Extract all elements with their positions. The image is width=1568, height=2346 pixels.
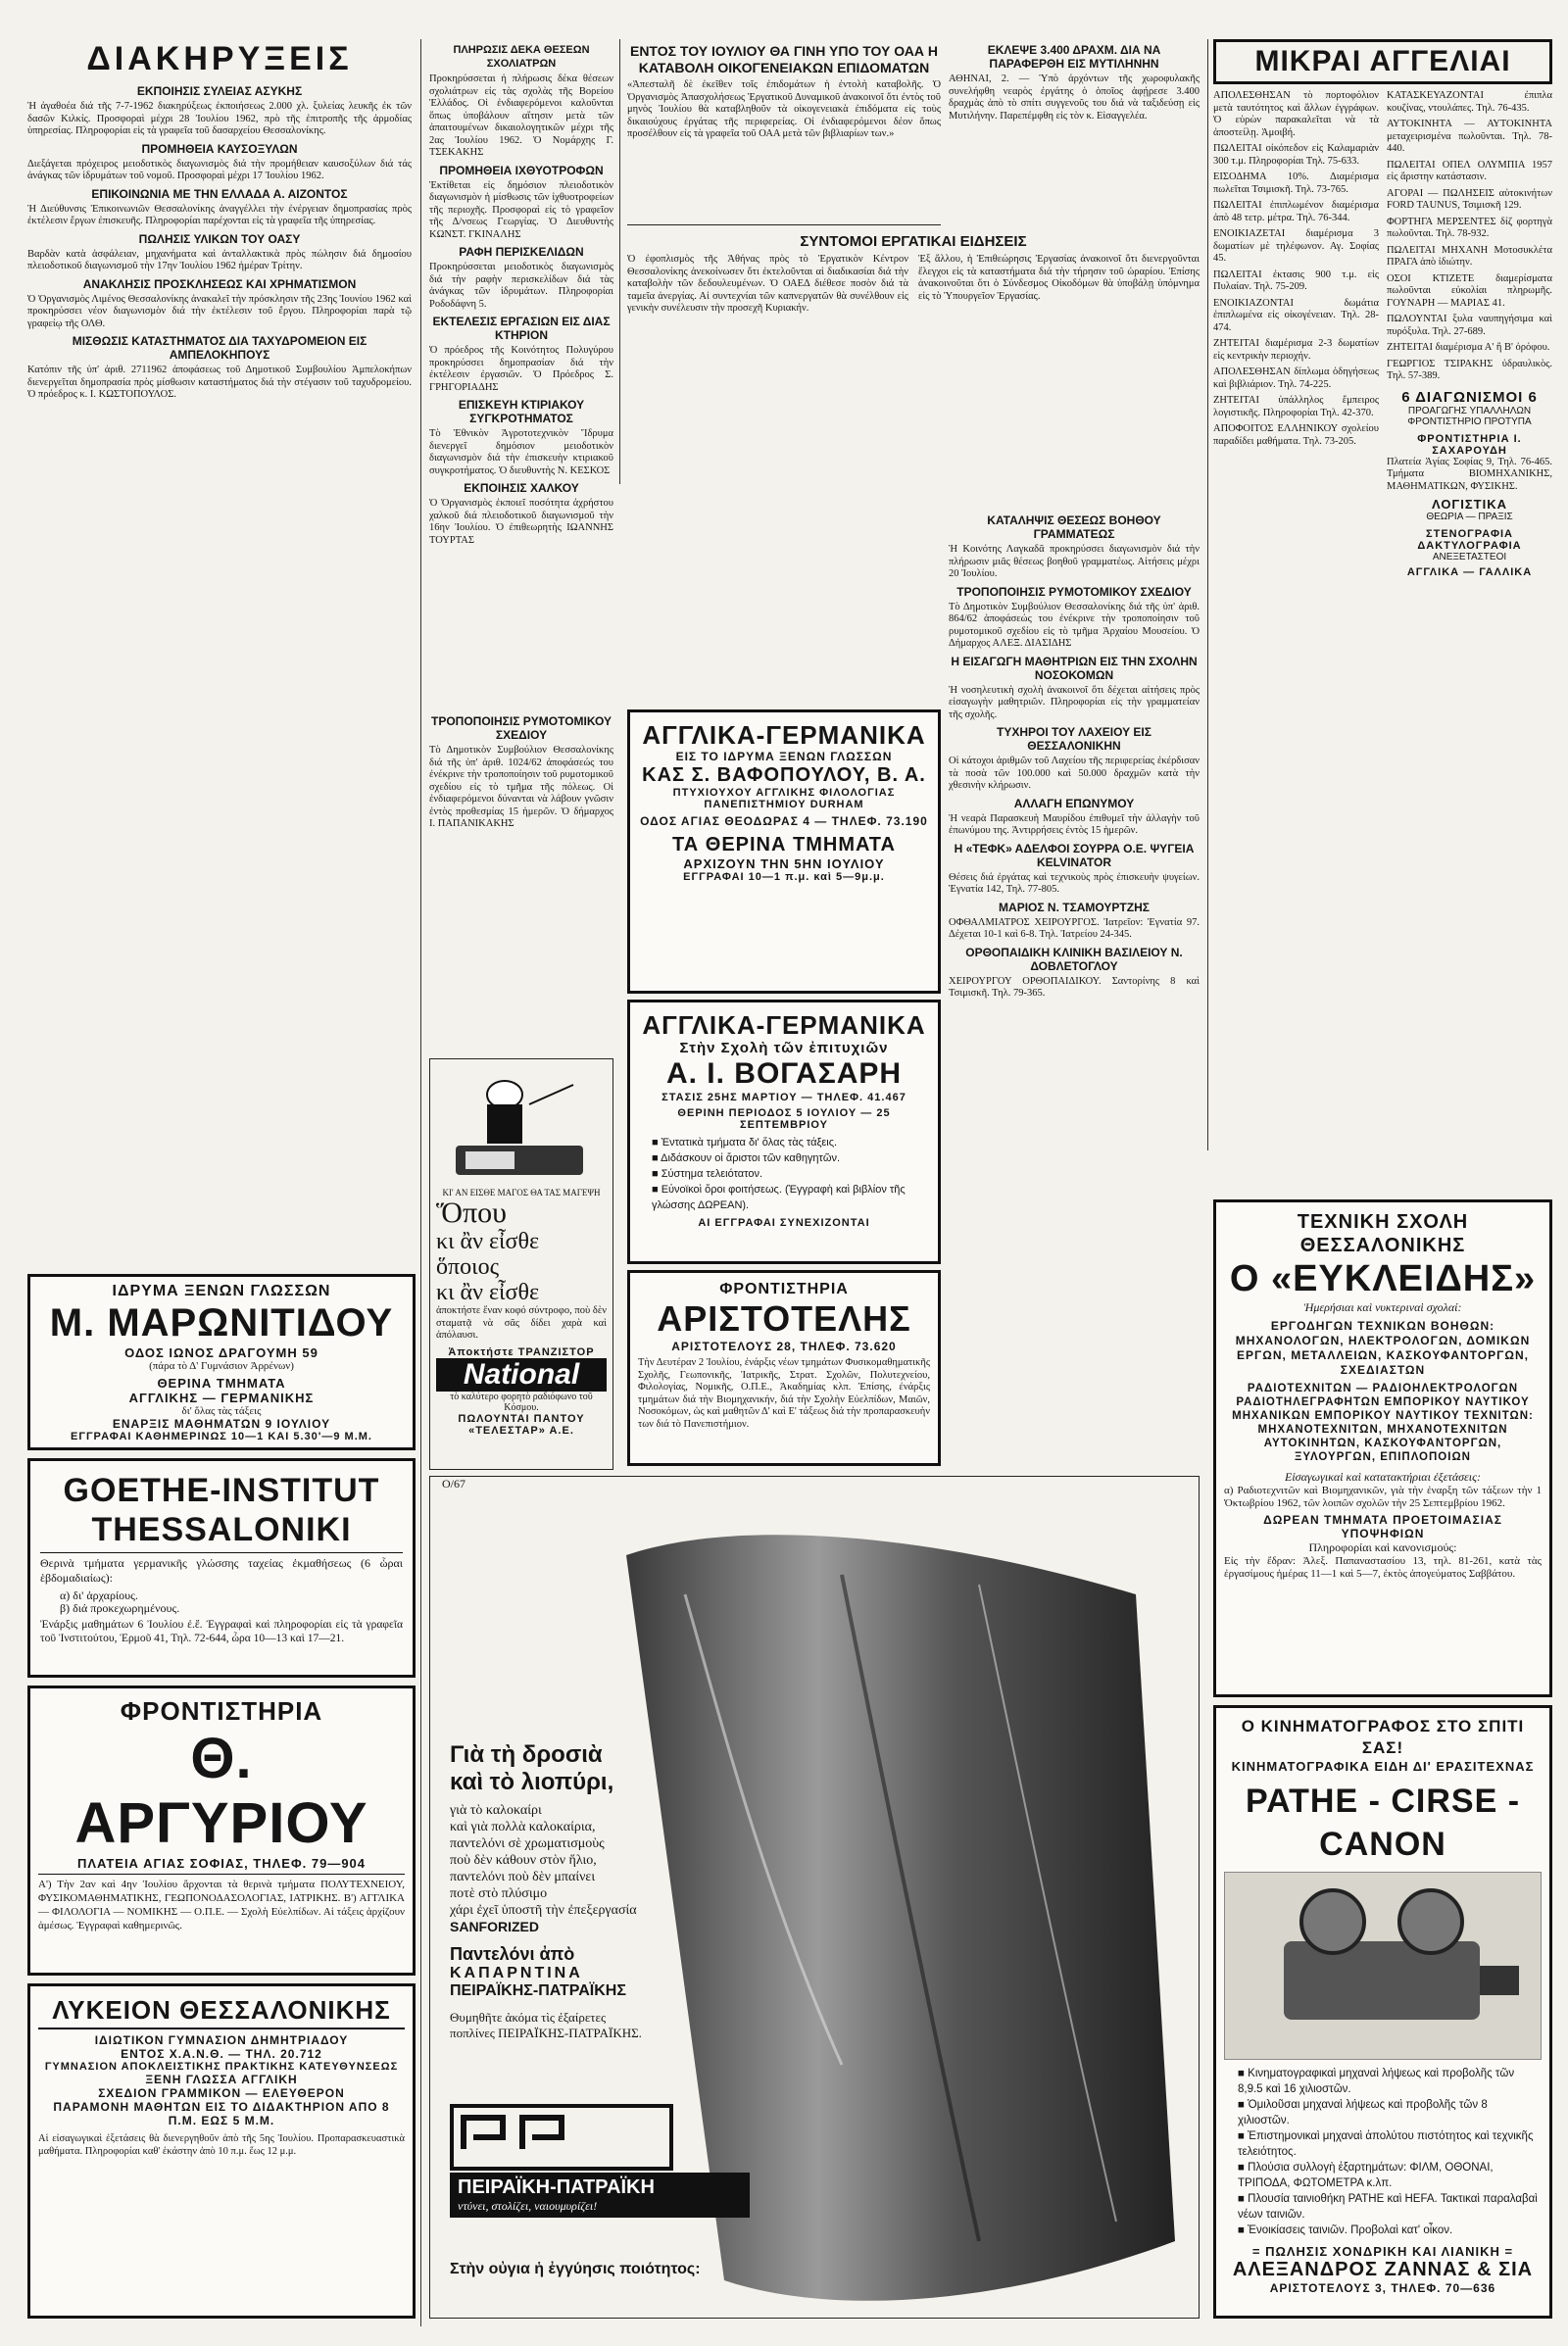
theft-story [949, 39, 1200, 225]
ad-line: ΞΕΝΗ ΓΛΩΣΣΑ ΑΓΓΛΙΚΗ [145, 2073, 298, 2086]
ad-line: ΠΤΥΧΙΟΥΧΟΥ ΑΓΓΛΙΚΗΣ ΦΙΛΟΛΟΓΙΑΣ [672, 787, 896, 799]
planning-notice [429, 710, 613, 1053]
projector-icon [1225, 1873, 1546, 2057]
notice-3 [27, 187, 412, 228]
ad-body: α) Ραδιοτεχνιτῶν καὶ Βιομηχανικῶν, γιὰ τὴν ἐναρξη τῶν τάξεων τὴν 1 Ὀκτωβρίου 1962, τῶν λοιπῶν σχολῶν τὴν 25 Σεπτεμβρίου 1962. [1224, 1485, 1542, 1509]
notice-body: Ἡ νεαρὰ Παρασκευὴ Μαυρίδου ἐπιθυμεῖ τὴν ἀλλαγὴν τοῦ ἐπωνύμου της. Ἀντιρρήσεις ἐντὸς 15 ἡμερῶν. [949, 812, 1200, 836]
ad-line: ΤΕΧΝΙΚΗ ΣΧΟΛΗ ΘΕΣΣΑΛΟΝΙΚΗΣ [1297, 1211, 1469, 1256]
classified-item: ΑΥΤΟΚΙΝΗΤΑ — ΑΥΤΟΚΙΝΗΤΑ μεταχειρισμένα πωλοῦνται. Τηλ. 78-440. [1387, 119, 1552, 154]
ad-line: ΙΔΙΩΤΙΚΟΝ ΓΥΜΝΑΣΙΟΝ ΔΗΜΗΤΡΙΑΔΟΥ [94, 2033, 349, 2047]
notices-column-2 [429, 39, 613, 706]
notice-head: ΠΩΛΗΣΙΣ ΥΛΙΚΩΝ ΤΟΥ ΟΑΣΥ [138, 231, 301, 246]
ad-line: ΕΓΓΡΑΦΑΙ ΚΑΘΗΜΕΡΙΝΩΣ 10—1 ΚΑΙ 5.30'—9 Μ.Μ. [71, 1431, 372, 1442]
notice-head: ΕΠΙΣΚΕΥΗ ΚΤΙΡΙΑΚΟΥ ΣΥΓΚΡΟΤΗΜΑΤΟΣ [458, 398, 585, 425]
ad-slogan: κι ἂν εἶσθε [436, 1280, 540, 1305]
notice-1 [27, 84, 412, 138]
ad-caption: ΚΙ' ΑΝ ΕΙΣΘΕ ΜΑΓΟΣ ΘΑ ΤΑΣ ΜΑΓΕΨΗ [442, 1188, 601, 1197]
ad-line: ΕΡΓΟΔΗΓΩΝ ΤΕΧΝΙΚΩΝ ΒΟΗΘΩΝ: ΜΗΧΑΝΟΛΟΓΩΝ, ΗΛΕΚΤΡΟΛΟΓΩΝ, ΔΟΜΙΚΩΝ ΕΡΓΩΝ, ΜΕΤΑΛΛΕΙΩΝ, ΚΑΣΚΟΥΦΑΝΤΟΡΓΩΝ, ΣΧΕΔΙΑΣΤΩΝ [1235, 1319, 1531, 1377]
classified-item: ΖΗΤΕΙΤΑΙ διαμέρισμα Α' ἢ Β' ὀρόφου. [1387, 342, 1550, 353]
ad-body: α) δι' ἀρχαρίους. [60, 1588, 138, 1602]
ad-line: = ΠΩΛΗΣΙΣ ΧΟΝΔΡΙΚΗ ΚΑΙ ΛΙΑΝΙΚΗ = [1251, 2244, 1514, 2259]
classified-item: ΖΗΤΕΙΤΑΙ διαμέρισμα 2-3 δωματίων εἰς κεντρικὴν περιοχήν. [1213, 338, 1379, 362]
ad-bullet: ■ Πλούσια συλλογὴ ἐξαρτημάτων: ΦΙΛΜ, ΟΘΟΝΑΙ, ΤΡΙΠΟΔΑ, ΦΩΤΟΜΕΤΡΑ κ.λπ. [1238, 2160, 1542, 2191]
ad-line: ΑΙ ΕΓΓΡΑΦΑΙ ΣΥΝΕΧΙΖΟΝΤΑΙ [698, 1217, 870, 1229]
notice-5 [27, 277, 412, 331]
ad-line: Ο ΚΙΝΗΜΑΤΟΓΡΑΦΟΣ ΣΤΟ ΣΠΙΤΙ ΣΑΣ! [1241, 1717, 1525, 1757]
classified-item: ΕΝΟΙΚΙΑΖΕΤΑΙ διαμέρισμα 3 δωματίων μὲ τηλέφωνον. Αγ. Σοφίας 45. [1213, 228, 1379, 264]
notice-head: ΤΡΟΠΟΠΟΙΗΣΙΣ ΡΥΜΟΤΟΜΙΚΟΥ ΣΧΕΔΙΟΥ [431, 714, 612, 742]
ad-body: χάρι ἐχεῖ ὑποστῆ τὴν ἐπεξεργασία [450, 1903, 637, 1918]
ad-line: ΔΩΡΕΑΝ ΤΜΗΜΑΤΑ ΠΡΟΕΤΟΙΜΑΣΙΑΣ ΥΠΟΨΗΦΙΩΝ [1263, 1513, 1502, 1540]
classified-item: ΑΓΟΡΑΙ — ΠΩΛΗΣΕΙΣ αὐτοκινήτων FORD TAUNUS, Τσιμισκῆ 129. [1387, 187, 1552, 211]
cinema-ad [1213, 1705, 1552, 2319]
classifieds-title: ΜΙΚΡΑΙ ΑΓΓΕΛΙΑΙ [1213, 39, 1552, 84]
ad-line: ΦΡΟΝΤΙΣΤΗΡΙΑ [719, 1281, 849, 1297]
notice-body: Ἡ ἀγαθοέα διά τῆς 7-7-1962 διακηρύξεως ἐκποιήσεως 2.000 χλ. ξυλείας λευκῆς ἐκ τῶν δασῶν Κιλκίς. Προσφοραὶ μέχρι 28 Ἰουλίου 1962, πρὸ τῆς ἐπιτροπῆς τῆς ἀρμοδίας ὑπηρεσίας. Πληροφορίαι εἰς τὰ γραφεῖα τοῦ δασαρχείου Θεσσαλονίκης. [27, 101, 412, 136]
notice-head: ΟΡΘΟΠΑΙΔΙΚΗ ΚΛΙΝΙΚΗ ΒΑΣΙΛΕΙΟΥ Ν. ΔΟΒΛΕΤΟΓΛΟΥ [965, 945, 1183, 973]
ad-line: Ἀποκτήστε ΤΡΑΝΖΙΣΤΟΡ [448, 1345, 595, 1358]
ad-line: ΚΙΝΗΜΑΤΟΓΡΑΦΙΚΑ ΕΙΔΗ ΔΙ' ΕΡΑΣΙΤΕΧΝΑΣ [1231, 1759, 1535, 1774]
ad-product: ΠΕΙΡΑΪΚΗΣ-ΠΑΤΡΑΪΚΗΣ [450, 1982, 626, 1999]
ad-line: «ΤΕΛΕΣΤΑΡ» Α.Ε. [468, 1424, 574, 1437]
notice-body: ΧΕΙΡΟΥΡΓΟΥ ΟΡΘΟΠΑΙΔΙΚΟΥ. Σαντορίνης 8 καὶ Τσιμισκῆ. Τηλ. 79-365. [949, 975, 1200, 999]
notice-body: Βαρδὰν κατὰ ἀσφάλειαν, μηχανήματα καὶ ἀνταλλακτικὰ πρὸς πώλησιν διά δημοσίου πλειοδοτικοῦ διαγωνισμοῦ τὴν 17ην Ἰουλίου 1962 ἡμέραν Τρίτην. [27, 248, 412, 271]
ad-line: ΕΝΑΡΞΙΣ ΜΑΘΗΜΑΤΩΝ 9 ΙΟΥΛΙΟΥ [112, 1417, 331, 1431]
classifieds [1213, 39, 1552, 1192]
ad-line: ΑΛΕΞΑΝΔΡΟΣ ΖΑΝΝΑΣ & ΣΙΑ [1232, 2259, 1534, 2280]
ad-body: ποπλίνες ΠΕΙΡΑΪΚΗΣ-ΠΑΤΡΑΪΚΗΣ. [450, 2026, 642, 2040]
vogasari-ad [627, 1000, 941, 1264]
ad-product: Παντελόνι ἀπὸ [450, 1944, 575, 1964]
ad-slogan: Ὅπου [436, 1197, 507, 1229]
tutor-head: ΦΡΟΝΤΙΣΤΗΡΙΑ Ι. ΣΑΧΑΡΟΥΔΗ [1417, 432, 1522, 457]
exams-head: 6 ΔΙΑΓΩΝΙΣΜΟΙ 6 [1401, 388, 1538, 406]
ad-body: γιὰ τὸ καλοκαίρι [450, 1803, 542, 1818]
ad-name: Α. Ι. ΒΟΓΑΣΑΡΗ [665, 1057, 903, 1090]
pp-logo-text: ΠΕΙΡΑΪΚΗ-ΠΑΤΡΑΪΚΗ [458, 2176, 655, 2198]
ad-slogan: ὅποιος [436, 1254, 500, 1280]
story-body: ΑΘΗΝΑΙ, 2. — Ὑπὸ ἀρχόντων τῆς χωροφυλακῆς συνελήφθη νεαρὸς ἐργάτης ὁ ὁποῖος ἀφῄρεσε 3.400 δραχμὰς ἀπὸ τὸ σπίτι συγγενοῦς του διά νὰ ταξιδεύσῃ εἰς Μυτιλήνην. Παρεπέμφθη εἰς τὸν κ. Εἰσαγγελέα. [949, 73, 1200, 122]
tutor-body: Πλατεία Ἁγίας Σοφίας 9, Τηλ. 76-465. Τμήματα ΒΙΟΜΗΧΑΝΙΚΗΣ, ΜΑΘΗΜΑΤΙΚΩΝ, ΦΥΣΙΚΗΣ. [1387, 456, 1552, 492]
languages-head: ΑΓΓΛΙΚΑ — ΓΑΛΛΙΚΑ [1406, 566, 1533, 578]
ad-slogan: κι ἂν εἶσθε [436, 1229, 540, 1254]
notice-body: Διεξάγεται πρόχειρος μειοδοτικὸς διαγωνισμὸς διά τὴν προμήθειαν καυσοξύλων διά τάς ἀνάγκας τῶν ἱδρυμάτων τοῦ νομοῦ. Προσφοραὶ μέχρι 17 Ἰουλίου 1962. [27, 158, 412, 181]
ad-line: ΓΥΜΝΑΣΙΟΝ ΑΠΟΚΛΕΙΣΤΙΚΗΣ ΠΡΑΚΤΙΚΗΣ ΚΑΤΕΥΘΥΝΣΕΩΣ [44, 2061, 399, 2073]
ad-bullet: ■ Ἐνοικίασεις ταινιῶν. Προβολαὶ κατ' οἶκον. [1238, 2223, 1542, 2238]
exams-sub: ΠΡΟΑΓΩΓΗΣ ΥΠΑΛΛΗΛΩΝ ΦΡΟΝΤΙΣΤΗΡΙΟ ΠΡΟΤΥΠΑ [1407, 405, 1532, 427]
notice-head: Η «ΤΕΦΚ» ΑΔΕΛΦΟΙ ΣΟΥΡΡΑ Ο.Ε. ΨΥΓΕΙΑ KELVINATOR [954, 841, 1195, 869]
ad-address: Εἰς τὴν ἔδραν: Ἀλεξ. Παπαναστασίου 13, τηλ. 81-261, κατὰ τὰς ἐργασίμους ἡμέρας 11—1 καὶ 5—7, ἐκτὸς ἀπογεύματος Σαββάτου. [1224, 1555, 1542, 1580]
notice-head: ΑΛΛΑΓΗ ΕΠΩΝΥΜΟΥ [1013, 796, 1135, 810]
notice-head: ΡΑΦΗ ΠΕΡΙΣΚΕΛΙΔΩΝ [459, 245, 584, 259]
ad-body: SANFORIZED [450, 1919, 539, 1934]
notice-body: Οἱ κάτοχοι ἀριθμῶν τοῦ Λαχείου τῆς περιφερείας ἐκέρδισαν τὰ ποσὰ τῶν 100.000 καὶ 50.000 δραχμῶν κατὰ τὴν χθεσινὴν κλήρωσιν. [949, 756, 1200, 791]
ad-line: Εἰσαγωγικαὶ καὶ κατατακτήριαι ἐξετάσεις: [1285, 1470, 1481, 1484]
notice-body: Ὁ Ὀργανισμὸς Λιμένος Θεσσαλονίκης ἀνακαλεῖ τὴν πρόσκλησιν τῆς 23ης Ἰουνίου 1962 καὶ προκηρύσσει νέον διαγωνισμὸν διά τὴν ἐκτέλεσιν τοῦ ἔργου. Πληροφορίαι παρὰ τῷ γραφείῳ τῆς ΟΛΘ. [27, 293, 412, 329]
typing-head: ΣΤΕΝΟΓΡΑΦΙΑ ΔΑΚΤΥΛΟΓΡΑΦΙΑ [1417, 528, 1522, 552]
ad-line: ΠΑΡΑΜΟΝΗ ΜΑΘΗΤΩΝ ΕΙΣ ΤΟ ΔΙΔΑΚΤΗΡΙΟΝ ΑΠΟ 8 Π.Μ. ΕΩΣ 5 Μ.Μ. [53, 2100, 390, 2127]
notice-body: Προκηρύσσεται μειοδοτικὸς διαγωνισμὸς διά τὴν ραφὴν περισκελίδων διά τὰς ἀνάγκας τῶν ἱδρυμάτων. Πληροφορίαι Ροδοδάφνη 5. [429, 262, 613, 310]
ad-product: ΚΑΠΑΡΝΤΙΝΑ [450, 1965, 583, 1981]
pants-ad-copy [450, 1741, 724, 2041]
lykeion-ad [27, 1983, 416, 2319]
notice-head: ΑΝΑΚΛΗΣΙΣ ΠΡΟΣΚΛΗΣΕΩΣ ΚΑΙ ΧΡΗΜΑΤΙΣΜΟΝ [82, 276, 357, 291]
ad-name: PATHE - CIRSE - CANON [1245, 1783, 1521, 1863]
ad-body: β) διά προκεχωρημένους. [60, 1600, 180, 1615]
notice-6 [27, 334, 412, 402]
ad-bullet: ■ Σύστημα τελειότατον. [652, 1166, 930, 1182]
pp-logo-mark [450, 2104, 673, 2171]
ad-line: ΘΕΡΙΝΑ ΤΜΗΜΑΤΑ [157, 1376, 286, 1391]
marounitidou-ad [27, 1274, 416, 1450]
pp-logo-slogan: ντύνει, στολίζει, ναιουμυρίζει! [458, 2199, 598, 2213]
ad-address: ΟΔΟΣ ΙΩΝΟΣ ΔΡΑΓΟΥΜΗ 59 [124, 1345, 318, 1360]
ad-name: Θ. ΑΡΓΥΡΙΟΥ [74, 1727, 368, 1855]
classified-item: ΠΩΛΕΙΤΑΙ οἰκόπεδον εἰς Καλαμαριὰν 300 τ.μ. Πληροφορίαι Τηλ. 75-633. [1213, 143, 1379, 167]
ad-line: ΘΕΡΙΝΗ ΠΕΡΙΟΔΟΣ 5 ΙΟΥΛΙΟΥ — 25 ΣΕΠΤΕΜΒΡΙΟΥ [677, 1107, 891, 1131]
ad-bullet: ■ Ἐπιστημονικαὶ μηχαναὶ ἀπολύτου πιστότητος καὶ τεχνικῆς τελειότητος. [1238, 2128, 1542, 2160]
classified-item: ΕΝΟΙΚΙΑΖΟΝΤΑΙ δωμάτια ἐπιπλωμένα εἰς οἰκογένειαν. Τηλ. 28-474. [1213, 297, 1379, 333]
national-brand: National [436, 1358, 607, 1392]
ad-line: ΑΡΧΙΖΟΥΝ ΤΗΝ 5ΗΝ ΙΟΥΛΙΟΥ [683, 856, 885, 871]
goethe-ad [27, 1458, 416, 1678]
notice-head: ΕΚΤΕΛΕΣΙΣ ΕΡΓΑΣΙΩΝ ΕΙΣ ΔΙΑΣ ΚΤΗΡΙΟΝ [432, 315, 611, 342]
classified-item: ΠΩΛΕΙΤΑΙ ΟΠΕΛ ΟΛΥΜΠΙΑ 1957 εἰς ἄριστην κατάστασιν. [1387, 159, 1552, 182]
ad-address: ΠΛΑΤΕΙΑ ΑΓΙΑΣ ΣΟΦΙΑΣ, ΤΗΛΕΦ. 79—904 [76, 1856, 367, 1871]
classified-item: ΕΙΣΟΔΗΜΑ 10%. Διαμέρισμα πωλεῖται Τσιμισκῆ. Τηλ. 73-765. [1213, 171, 1379, 195]
ad-body: ἀποκτήστε ἕναν κοφό σύντροφο, ποὺ δὲν σταματᾷ νὰ σᾶς δίδει χαρὰ καὶ ἀπόλαυσι. [436, 1305, 607, 1341]
notice-head: ΕΠΙΚΟΙΝΩΝΙΑ ΜΕ ΤΗΝ ΕΛΛΑΔΑ Α. ΑΙΖΟΝΤΟΣ [91, 186, 348, 201]
notice-body: Κατόπιν τῆς ὑπ' ἀριθ. 2711962 ἀποφάσεως τοῦ Δημοτικοῦ Συμβουλίου Ἀμπελοκήπων διενεργεῖται δημοπρασία πρὸς μίσθωσιν καταστήματος διά τὴν στέγασιν τοῦ ταχυδρομείου. Ὁ πρόεδρος κ. Ι. ΚΩΣΤΟΠΟΥΛΟΣ. [27, 365, 412, 400]
ad-body: Θερινὰ τμήματα γερμανικῆς γλώσσης ταχείας ἐκμαθήσεως (6 ὧραι ἑβδομαδιαίως): [40, 1556, 403, 1585]
ad-line: Πληροφορίαι καὶ κανονισμούς: [1308, 1540, 1457, 1554]
notice-body: ΟΦΘΑΛΜΙΑΤΡΟΣ ΧΕΙΡΟΥΡΓΟΣ. Ἰατρεῖον: Ἐγνατία 97. Δέχεται 10-1 καὶ 6-8. Τηλ. Ἰατρείου 24-345. [949, 916, 1200, 940]
notice-body: Προκηρύσσεται ἡ πλήρωσις δέκα θέσεων σχολιάτρων εἰς τὰς σχολὰς τῆς Βορείου Ἑλλάδος. Οἱ ἐνδιαφερόμενοι καλοῦνται ὅπως ὑποβάλουν αἴτησιν μετὰ τῶν ἀπαιτουμένων δικαιολογητικῶν μέχρι τῆς 2ας Ἰουλίου 1962. Ὁ Νομάρχης Γ. ΤΣΕΚΑΚΗΣ [429, 73, 613, 158]
notice-head: ΠΡΟΜΗΘΕΙΑ ΙΧΘΥΟΤΡΟΦΩΝ [439, 163, 604, 177]
story-body: «Ἀπεσταλῆ δὲ ἐκεῖθεν τοῖς ἐπιδομάτων ἡ ἐντολὴ καταβολῆς. Ὁ Ὀργανισμὸς Ἀπασχολήσεως Ἐργατικοῦ Δυναμικοῦ ἀνακοινοῖ ὅτι ἐντὸς τοῦ μηνὸς Ἰουλίου θὰ καταβληθοῦν τὰ οἰκογενειακὰ ἐπιδόματα εἰς τοὺς δικαιούχους ἐργάτας τῆς περιφερείας. Οἱ ἐνδιαφερόμενοι δέον ὅπως προσέλθουν εἰς τὰ γραφεῖα τοῦ ΟΑΑ μετὰ τῶν βιβλιαρίων των.» [627, 79, 941, 139]
ad-name: THESSALONIKI [91, 1511, 352, 1548]
labour-news-left: Ὁ ἐφοπλισμὸς τῆς Ἀθήνας πρὸς τὸ Ἐργατικὸν Κέντρον Θεσσαλονίκης ἀνεκοίνωσεν ὅτι ἐκτελοῦνται αἱ διαδικασίαι διά τὴν καταβολὴν τῶν δεδουλευμένων. Ὁ ΟΑΕΔ διέθεσε ποσὸν διά τὰ ταμεῖα ἀνεργίας. Αἱ συντεχνίαι τῶν καπνεργατῶν θὰ συνέλθουν εἰς γενικὴν συνέλευσιν τὴν προσεχῆ Κυριακήν. [627, 254, 908, 314]
classified-item: ΠΩΛΕΙΤΑΙ ἐπιπλωμένον διαμέρισμα ἀπὸ 48 τετρ. μέτρα. Τηλ. 76-344. [1213, 200, 1379, 223]
ad-name: ΛΥΚΕΙΟΝ ΘΕΣΣΑΛΟΝΙΚΗΣ [38, 1994, 405, 2029]
ad-name: Μ. ΜΑΡΩΝΙΤΙΔΟΥ [49, 1301, 394, 1344]
announcements-title: ΔΙΑΚΗΡΥΞΕΙΣ [86, 40, 353, 77]
ad-address: ΑΡΙΣΤΟΤΕΛΟΥΣ 28, ΤΗΛΕΦ. 73.620 [671, 1340, 897, 1353]
labour-news-head: ΣΥΝΤΟΜΟΙ ΕΡΓΑΤΙΚΑΙ ΕΙΔΗΣΕΙΣ [800, 233, 1027, 250]
classified-item: ΚΑΤΑΣΚΕΥΑΖΟΝΤΑΙ ἐπιπλα κουζίνας, ντουλάπες. Τηλ. 76-435. [1387, 90, 1552, 114]
ad-body: ποτὲ στὸ πλύσιμο [450, 1886, 548, 1901]
ad-body: παντελόνι σὲ χρωματισμοὺς [450, 1836, 605, 1851]
ad-name: GOETHE-INSTITUT [63, 1472, 380, 1509]
ad-bullet: ■ Διδάσκουν οἱ ἄριστοι τῶν καθηγητῶν. [652, 1150, 930, 1166]
notice-body: Ἡ Διεύθυνσις Ἐπικοινωνιῶν Θεσσαλονίκης ἀναγγέλλει τὴν ἐνέργειαν δημοπρασίας πρὸς ἐκτέλεσιν ἔργων ἐπισκευῆς. Πληροφορίαι παρέχονται εἰς τὰ γραφεῖα τῆς ὑπηρεσίας. [27, 203, 412, 226]
notice-head: ΜΑΡΙΟΣ Ν. ΤΣΑΜΟΥΡΤΖΗΣ [999, 900, 1150, 914]
ad-bullet: ■ Πλουσία ταινιοθήκη PATHE καὶ HEFA. Τακτικαὶ παραλαβαὶ νέων ταινιῶν. [1238, 2191, 1542, 2223]
column-rule [420, 39, 421, 2326]
ad-bullet: ■ Ἐντατικὰ τμήματα δι' ὅλας τὰς τάξεις. [652, 1135, 930, 1150]
ad-line: Στὴν Σχολὴ τῶν ἐπιτυχιῶν [679, 1040, 889, 1056]
ad-line: ΕΙΣ ΤΟ ΙΔΡΥΜΑ ΞΕΝΩΝ ΓΛΩΣΣΩΝ [675, 750, 893, 763]
ad-tag: Ο/67 [442, 1477, 466, 1491]
ad-name: ΑΡΙΣΤΟΤΕΛΗΣ [657, 1298, 911, 1339]
notice-head: ΠΡΟΜΗΘΕΙΑ ΚΑΥΣΟΞΥΛΩΝ [141, 141, 298, 156]
ad-footer: Στὴν οὐγια ἡ ἐγγύησις ποιότητος: [450, 2261, 701, 2277]
story-headline: ΕΝΤΟΣ ΤΟΥ ΙΟΥΛΙΟΥ ΘΑ ΓΙΝΗ ΥΠΟ ΤΟΥ ΟΑΑ Η ΚΑΤΑΒΟΛΗ ΟΙΚΟΓΕΝΕΙΑΚΩΝ ΕΠΙΔΟΜΑΤΩΝ [629, 43, 939, 75]
classified-item: ΠΩΛΟΥΝΤΑΙ ξυλα ναυπηγήσιμα καὶ πυρόξυλα. Τηλ. 27-689. [1387, 314, 1552, 337]
classified-item: ΖΗΤΕΙΤΑΙ ὑπάλληλος ἔμπειρος λογιστικῆς. Πληροφορίαι Τηλ. 42-370. [1213, 395, 1379, 418]
classified-item: ΑΠΟΦΟΙΤΟΣ ΕΛΛΗΝΙΚΟΥ σχολείου παραδίδει μαθήματα. Τηλ. 73-205. [1213, 423, 1379, 447]
notice-body: Ὁ πρόεδρος τῆς Κοινότητος Πολυγύρου προκηρύσσει δημοπρασίαν διά τὴν ἐκτέλεσιν ἐργασιῶν. Ὁ Πρόεδρος Σ. ΓΡΗΓΟΡΙΑΔΗΣ [429, 345, 613, 393]
classified-item: ΓΕΩΡΓΙΟΣ ΤΣΙΡΑΚΗΣ ὑδραυλικὸς. Τηλ. 57-389. [1387, 358, 1552, 381]
ad-body: Α') Τὴν 2αν καὶ 4ην Ἰουλίου ἄρχονται τὰ θερινὰ τμήματα ΠΟΛΥΤΕΧΝΕΙΟΥ, ΦΥΣΙΚΟΜΑΘΗΜΑΤΙΚΗΣ, ΓΕΩΠΟΝΟΔΑΣΟΛΟΓΙΑΣ, ΙΑΤΡΙΚΗΣ. Β') ΑΓΓΛΙΚΑ — ΦΙΛΟΛΟΓΙΑ — ΝΟΜΙΚΗΣ — Ο.Π.Ε. — Σχολὴ Εὐελπίδων. Αἱ τάξεις ἀρχίζουν ἀμέσως. Ἐγγραφαὶ καθημερινῶς. [38, 1879, 405, 1931]
pp-logo-icon [454, 2108, 662, 2159]
ad-line: ΙΔΡΥΜΑ ΞΕΝΩΝ ΓΛΩΣΣΩΝ [112, 1283, 331, 1299]
notices-column-5 [949, 510, 1200, 1470]
notice-head: Η ΕΙΣΑΓΩΓΗ ΜΑΘΗΤΡΙΩΝ ΕΙΣ ΤΗΝ ΣΧΟΛΗΝ ΝΟΣΟΚΟΜΩΝ [951, 654, 1198, 682]
notice-body: Τὸ Δημοτικὸν Συμβούλιον Θεσσαλονίκης διά τῆς ὑπ' ἀριθ. 864/62 ἀποφάσεώς του ἐνέκρινε τὴν τροποποίησιν τοῦ ρυμοτομικοῦ σχεδίου εἰς τὸ τμῆμα Ἀρχαίου Μουσείου. Ὁ Δήμαρχος ΑΛΕΞ. ΔΙΑΣΙΔΗΣ [949, 601, 1200, 649]
classified-item: ΦΟΡΤΗΓΑ ΜΕΡΣΕΝΤΕΣ δίζ φορτηγὰ πωλοῦνται. Τηλ. 78-932. [1387, 216, 1552, 239]
benefits-story [627, 39, 941, 225]
ad-address: ΟΔΟΣ ΑΓΙΑΣ ΘΕΟΔΩΡΑΣ 4 — ΤΗΛΕΦ. 73.190 [640, 814, 928, 828]
notice-body: Ὁ Ὀργανισμὸς ἐκποιεῖ ποσότητα ἀχρήστου χαλκοῦ διά πλειοδοτικοῦ διαγωνισμοῦ τὴν 16ην Ἰουλίου. Ὁ ἐπιθεωρητὴς ΙΩΑΝΝΗΣ ΤΟΥΡΤΑΣ [429, 498, 613, 546]
notice-2 [27, 142, 412, 183]
column-rule [1207, 39, 1208, 1150]
pants-ad [429, 1476, 1200, 2319]
ad-body: Αἱ εἰσαγωγικαὶ ἐξετάσεις θὰ διενεργηθοῦν ἀπὸ τῆς 5ης Ἰουλίου. Προπαρασκευαστικὰ μαθήματα. Πληροφορίαι καθ' ἑκάστην ἀπὸ 10 π.μ. ἕως 12 μ.μ. [38, 2133, 405, 2157]
ad-body: Ἐνάρξις μαθημάτων 6 Ἰουλίου ἐ.ἔ. Ἐγγραφαὶ καὶ πληροφορίαι εἰς τὰ γραφεῖα τοῦ Ἰνστιτούτου, Ἑρμοῦ 41, Τηλ. 72-644, ὧρα 10—13 καὶ 17—21. [40, 1619, 403, 1644]
ad-bullet: ■ Εὐνοϊκοὶ ὅροι φοιτήσεως. (Ἐγγραφὴ καὶ βιβλίον τῆς γλώσσης ΔΩΡΕΑΝ). [652, 1182, 930, 1213]
ad-line: δι' ὅλας τὰς τάξεις [181, 1405, 262, 1417]
classified-item: ΑΠΟΛΕΣΘΗΣΑΝ τὸ πορτοφόλιον μετὰ ταυτότητος καὶ ἄλλων ἐγγράφων. Ὁ εὑρὼν παρακαλεῖται νὰ τὰ ἀποστείλῃ. Ἀμοιβή. [1213, 90, 1379, 138]
ad-line: ΕΝΤΟΣ Χ.Α.Ν.Θ. — ΤΗΛ. 20.712 [121, 2047, 322, 2061]
ad-bullet: ■ Ὁμιλοῦσαι μηχαναὶ λήψεως καὶ προβολῆς τῶν 8 χιλιοστῶν. [1238, 2097, 1542, 2128]
ad-body: καὶ γιὰ πολλὰ καλοκαίρια, [450, 1820, 596, 1834]
ad-line: ΕΓΓΡΑΦΑΙ 10—1 π.μ. καὶ 5—9μ.μ. [683, 871, 885, 883]
classified-item: ΠΩΛΕΙΤΑΙ ΜΗΧΑΝΗ Μοτοσυκλέτα ΠΡΑΓΑ ἀπὸ ἰδιώτην. [1387, 244, 1552, 268]
notice-head: ΚΑΤΑΛΗΨΙΣ ΘΕΣΕΩΣ ΒΟΗΘΟΥ ΓΡΑΜΜΑΤΕΩΣ [987, 513, 1161, 541]
classifieds-right [1387, 90, 1552, 578]
notice-body: Τὸ Ἐθνικὸν Ἀγροτοτεχνικὸν Ἵδρυμα διενεργεῖ δημόσιον μειοδοτικὸν διαγωνισμὸν διά τὴν ἐπισκευὴν κτιριακοῦ συγκροτήματος. Ὁ διευθυντὴς Ν. ΚΕΣΚΟΣ [429, 428, 613, 476]
notice-body: Ἡ Κοινότης Λαγκαδᾶ προκηρύσσει διαγωνισμὸν διά τὴν πλήρωσιν μιᾶς θέσεως βοηθοῦ γραμματέως. Αἰτήσεις μέχρι 20 Ἰουλίου. [949, 544, 1200, 579]
vafopoulou-ad [627, 709, 941, 994]
typing-sub: ΑΝΕΞΕΤΑΣΤΕΟΙ [1432, 552, 1507, 562]
ad-line: ΦΡΟΝΤΙΣΤΗΡΙΑ [120, 1696, 323, 1726]
ad-line: ΑΓΓΛΙΚΗΣ — ΓΕΡΜΑΝΙΚΗΣ [128, 1391, 315, 1405]
ad-name: ΑΓΓΛΙΚΑ-ΓΕΡΜΑΝΙΚΑ [642, 720, 926, 750]
argyriou-ad [27, 1686, 416, 1976]
story-headline: ΕΚΛΕΨΕ 3.400 ΔΡΑΧΜ. ΔΙΑ ΝΑ ΠΑΡΑΦΕΡΘΗ ΕΙΣ ΜΥΤΙΛΗΝΗΝ [987, 43, 1161, 71]
ad-line: ΠΩΛΟΥΝΤΑΙ ΠΑΝΤΟΥ [458, 1412, 585, 1425]
eukleidis-ad [1213, 1199, 1552, 1697]
classifieds-left [1213, 90, 1379, 578]
labour-news-right: Ἐξ ἄλλου, ἡ Ἐπιθεώρησις Ἐργασίας ἀνακοινοῖ ὅτι διενεργοῦνται ἔλεγχοι εἰς τὰ καταστήματα διά τὴν τήρησιν τοῦ ὡραρίου. Ἐπίσης ἀνακοινοῦται ὅτι ὁ Σύνδεσμος Οἰκοδόμων θὰ ὑποβάλῃ ὑπόμνημα εἰς τὸ Ὑπουργεῖον Ἐργασίας. [918, 254, 1200, 302]
notice-body: Θέσεις διά ἐργάτας καὶ τεχνικοὺς πρὸς ἐπισκευὴν ψυγείων. Ἐγνατία 142, Τηλ. 77-805. [949, 871, 1200, 895]
ad-name: ΑΓΓΛΙΚΑ-ΓΕΡΜΑΝΙΚΑ [642, 1010, 926, 1040]
notice-head: ΕΚΠΟΙΗΣΙΣ ΣΥΛΕΙΑΣ ΑΣΥΚΗΣ [136, 84, 303, 98]
notice-head: ΤΡΟΠΟΠΟΙΗΣΙΣ ΡΥΜΟΤΟΜΙΚΟΥ ΣΧΕΔΙΟΥ [956, 584, 1192, 599]
classified-item: ΑΠΟΛΕΣΘΗΣΑΝ δίπλωμα ὁδηγήσεως καὶ βιβλιάριον. Τηλ. 74-225. [1213, 367, 1379, 390]
column-rule [619, 39, 620, 484]
notice-head: ΤΥΧΗΡΟΙ ΤΟΥ ΛΑΧΕΙΟΥ ΕΙΣ ΘΕΣΣΑΛΟΝΙΚΗΝ [997, 725, 1152, 753]
ad-line: ΤΑ ΘΕΡΙΝΑ ΤΜΗΜΑΤΑ [672, 834, 896, 855]
ad-name: ΚΑΣ Σ. ΒΑΦΟΠΟΥΛΟΥ, Β. Α. [642, 764, 926, 786]
ad-headline: καὶ τὸ λιοπύρι, [450, 1769, 614, 1795]
pp-logo [450, 2173, 750, 2218]
ad-line: ΣΧΕΔΙΟΝ ΓΡΑΜΜΙΚΟΝ — ΕΛΕΥΘΕΡΟΝ [98, 2086, 345, 2100]
ad-body: ποὺ δὲν κάθουν στὸν ἥλιο, [450, 1853, 597, 1868]
classified-item: ΠΩΛΕΙΤΑΙ ἐκτασις 900 τ.μ. εἰς Πυλαίαν. Τηλ. 75-209. [1213, 269, 1379, 292]
notice-body: Ἐκτίθεται εἰς δημόσιον πλειοδοτικὸν διαγωνισμὸν ἡ μίσθωσις τῶν ἰχθυοτροφείων τῆς περιοχῆς. Προσφοραὶ εἰς τὸ γραφεῖον τῆς Δ/νσεως Γεωργίας. Ὁ Διευθυντὴς ΚΩΝΣΤ. ΓΚΙΝΑΛΗΣ [429, 179, 613, 240]
accounting-sub: ΘΕΩΡΙΑ — ΠΡΑΞΙΣ [1426, 512, 1513, 522]
accounting-head: ΛΟΓΙΣΤΙΚΑ [1432, 497, 1507, 512]
magician-radio-illustration [436, 1065, 607, 1183]
ad-name: Ο «ΕΥΚΛΕΙΔΗΣ» [1229, 1258, 1537, 1299]
cinema-product-photo [1224, 1872, 1542, 2060]
ad-line: Ἡμερήσιαι καὶ νυκτεριναὶ σχολαί: [1303, 1300, 1462, 1314]
doctor-posts-head: ΠΛΗΡΩΣΙΣ ΔΕΚΑ ΘΕΣΕΩΝ ΣΧΟΛΙΑΤΡΩΝ [453, 44, 590, 70]
classified-item: ΟΣΟΙ ΚΤΙΖΕΤΕ διαμερίσματα πωλοῦνται εὐκολίαι πληρωμῆς. ΓΟΥΝΑΡΗ — ΜΑΡΙΑΣ 41. [1387, 272, 1552, 309]
announcements-column [27, 39, 412, 1270]
ad-headline: Γιὰ τὴ δροσιὰ [450, 1741, 603, 1768]
notice-head: ΕΚΠΟΙΗΣΙΣ ΧΑΛΚΟΥ [464, 481, 579, 495]
ad-body: παντελόνι ποὺ δὲν μπαίνει [450, 1870, 596, 1884]
ad-line: ΠΑΝΕΠΙΣΤΗΜΙΟΥ DURHAM [704, 799, 864, 810]
ad-bullet: ■ Κινηματογραφικαὶ μηχαναὶ λήψεως καὶ προβολῆς τῶν 8,9.5 καὶ 16 χιλιοστῶν. [1238, 2066, 1542, 2097]
ad-address: ΣΤΑΣΙΣ 25ΗΣ ΜΑΡΤΙΟΥ — ΤΗΛΕΦ. 41.467 [662, 1092, 906, 1103]
notice-4 [27, 232, 412, 273]
notice-body: Τὸ Δημοτικὸν Συμβούλιον Θεσσαλονίκης διά τῆς ὑπ' ἀριθ. 1024/62 ἀποφάσεώς του ἐνέκρινε τὴν τροποποίησιν τοῦ ρυμοτομικοῦ σχεδίου εἰς τὸ τμῆμα τῆς πόλεως. Οἱ ἐνδιαφερόμενοι δύνανται νὰ λάβουν γνῶσιν ἐντὸς προθεσμίας 15 ἡμερῶν. Ὁ δήμαρχος Ι. ΠΑΠΑΝΙΚΑΚΗΣ [429, 745, 613, 829]
ad-line: τὸ καλύτερο φορητὸ ραδιόφωνο τοῦ Κόσμου. [450, 1391, 593, 1413]
ad-body: Τὴν Δευτέραν 2 Ἰουλίου, ἐνάρξις νέων τμημάτων Φυσικομαθηματικῆς Σχολῆς, Γεωπονικῆς, Ἰατρικῆς, Στρατ. Σχολῶν, Πολυτεχνείου, Φιλολογίας, Νομικῆς, Ο.Π.Ε., Ἀκαδημίας κλπ. Ἐπίσης, ἐνάρξις τμημάτων διά τὴν Βιομηχανικήν, διά τὴν Σχολὴν Εὐελπίδων, Μαιῶν, Νοσοκόμων, ὡς καὶ μαθητῶν Δ' καὶ Ε' τάξεως διά τὴν προπαρασκευὴν των διά τὸ Πανεπιστήμιον. [638, 1357, 930, 1430]
aristotelis-ad [627, 1270, 941, 1466]
ad-address: ΑΡΙΣΤΟΤΕΛΟΥΣ 3, ΤΗΛΕΦ. 70—636 [1269, 2281, 1496, 2295]
notice-body: Ἡ νοσηλευτικὴ σχολὴ ἀνακοινοῖ ὅτι δέχεται αἰτήσεις πρὸς εἰσαγωγὴν μαθητριῶν. Πληροφορίαι εἰς τὴν γραμματείαν τῆς σχολῆς. [949, 684, 1200, 720]
national-radio-ad [429, 1058, 613, 1470]
ad-address-note: (πάρα τὸ Δ' Γυμνάσιον Ἀρρένων) [149, 1360, 294, 1372]
ad-body: Θυμηθῆτε ἀκόμα τὶς ἐξαίρετες [450, 2010, 607, 2025]
notice-head: ΜΙΣΘΩΣΙΣ ΚΑΤΑΣΤΗΜΑΤΟΣ ΔΙΑ ΤΑΧΥΔΡΟΜΕΙΟΝ ΕΙΣ ΑΜΠΕΛΟΚΗΠΟΥΣ [72, 334, 368, 362]
ad-line: ΡΑΔΙΟΤΕΧΝΙΤΩΝ — ΡΑΔΙΟΗΛΕΚΤΡΟΛΟΓΩΝ ΡΑΔΙΟΤΗΛΕΓΡΑΦΗΤΩΝ ΕΜΠΟΡΙΚΟΥ ΝΑΥΤΙΚΟΥ ΜΗΧΑΝΙΚΩΝ ΕΜΠΟΡΙΚΟΥ ΝΑΥΤΙΚΟΥ ΤΕΧΝΙΤΩΝ: ΜΗΧΑΝΟΤΕΧΝΙΤΩΝ, ΜΗΧΑΝΟΤΕΧΝΙΤΩΝ ΑΥΤΟΚΙΝΗΤΩΝ, ΚΑΣΚΟΥΦΑΝΤΟΡΓΩΝ, ΞΥΛΟΥΡΓΩΝ, ΕΠΙΠΛΟΠΟΙΩΝ [1232, 1383, 1534, 1463]
